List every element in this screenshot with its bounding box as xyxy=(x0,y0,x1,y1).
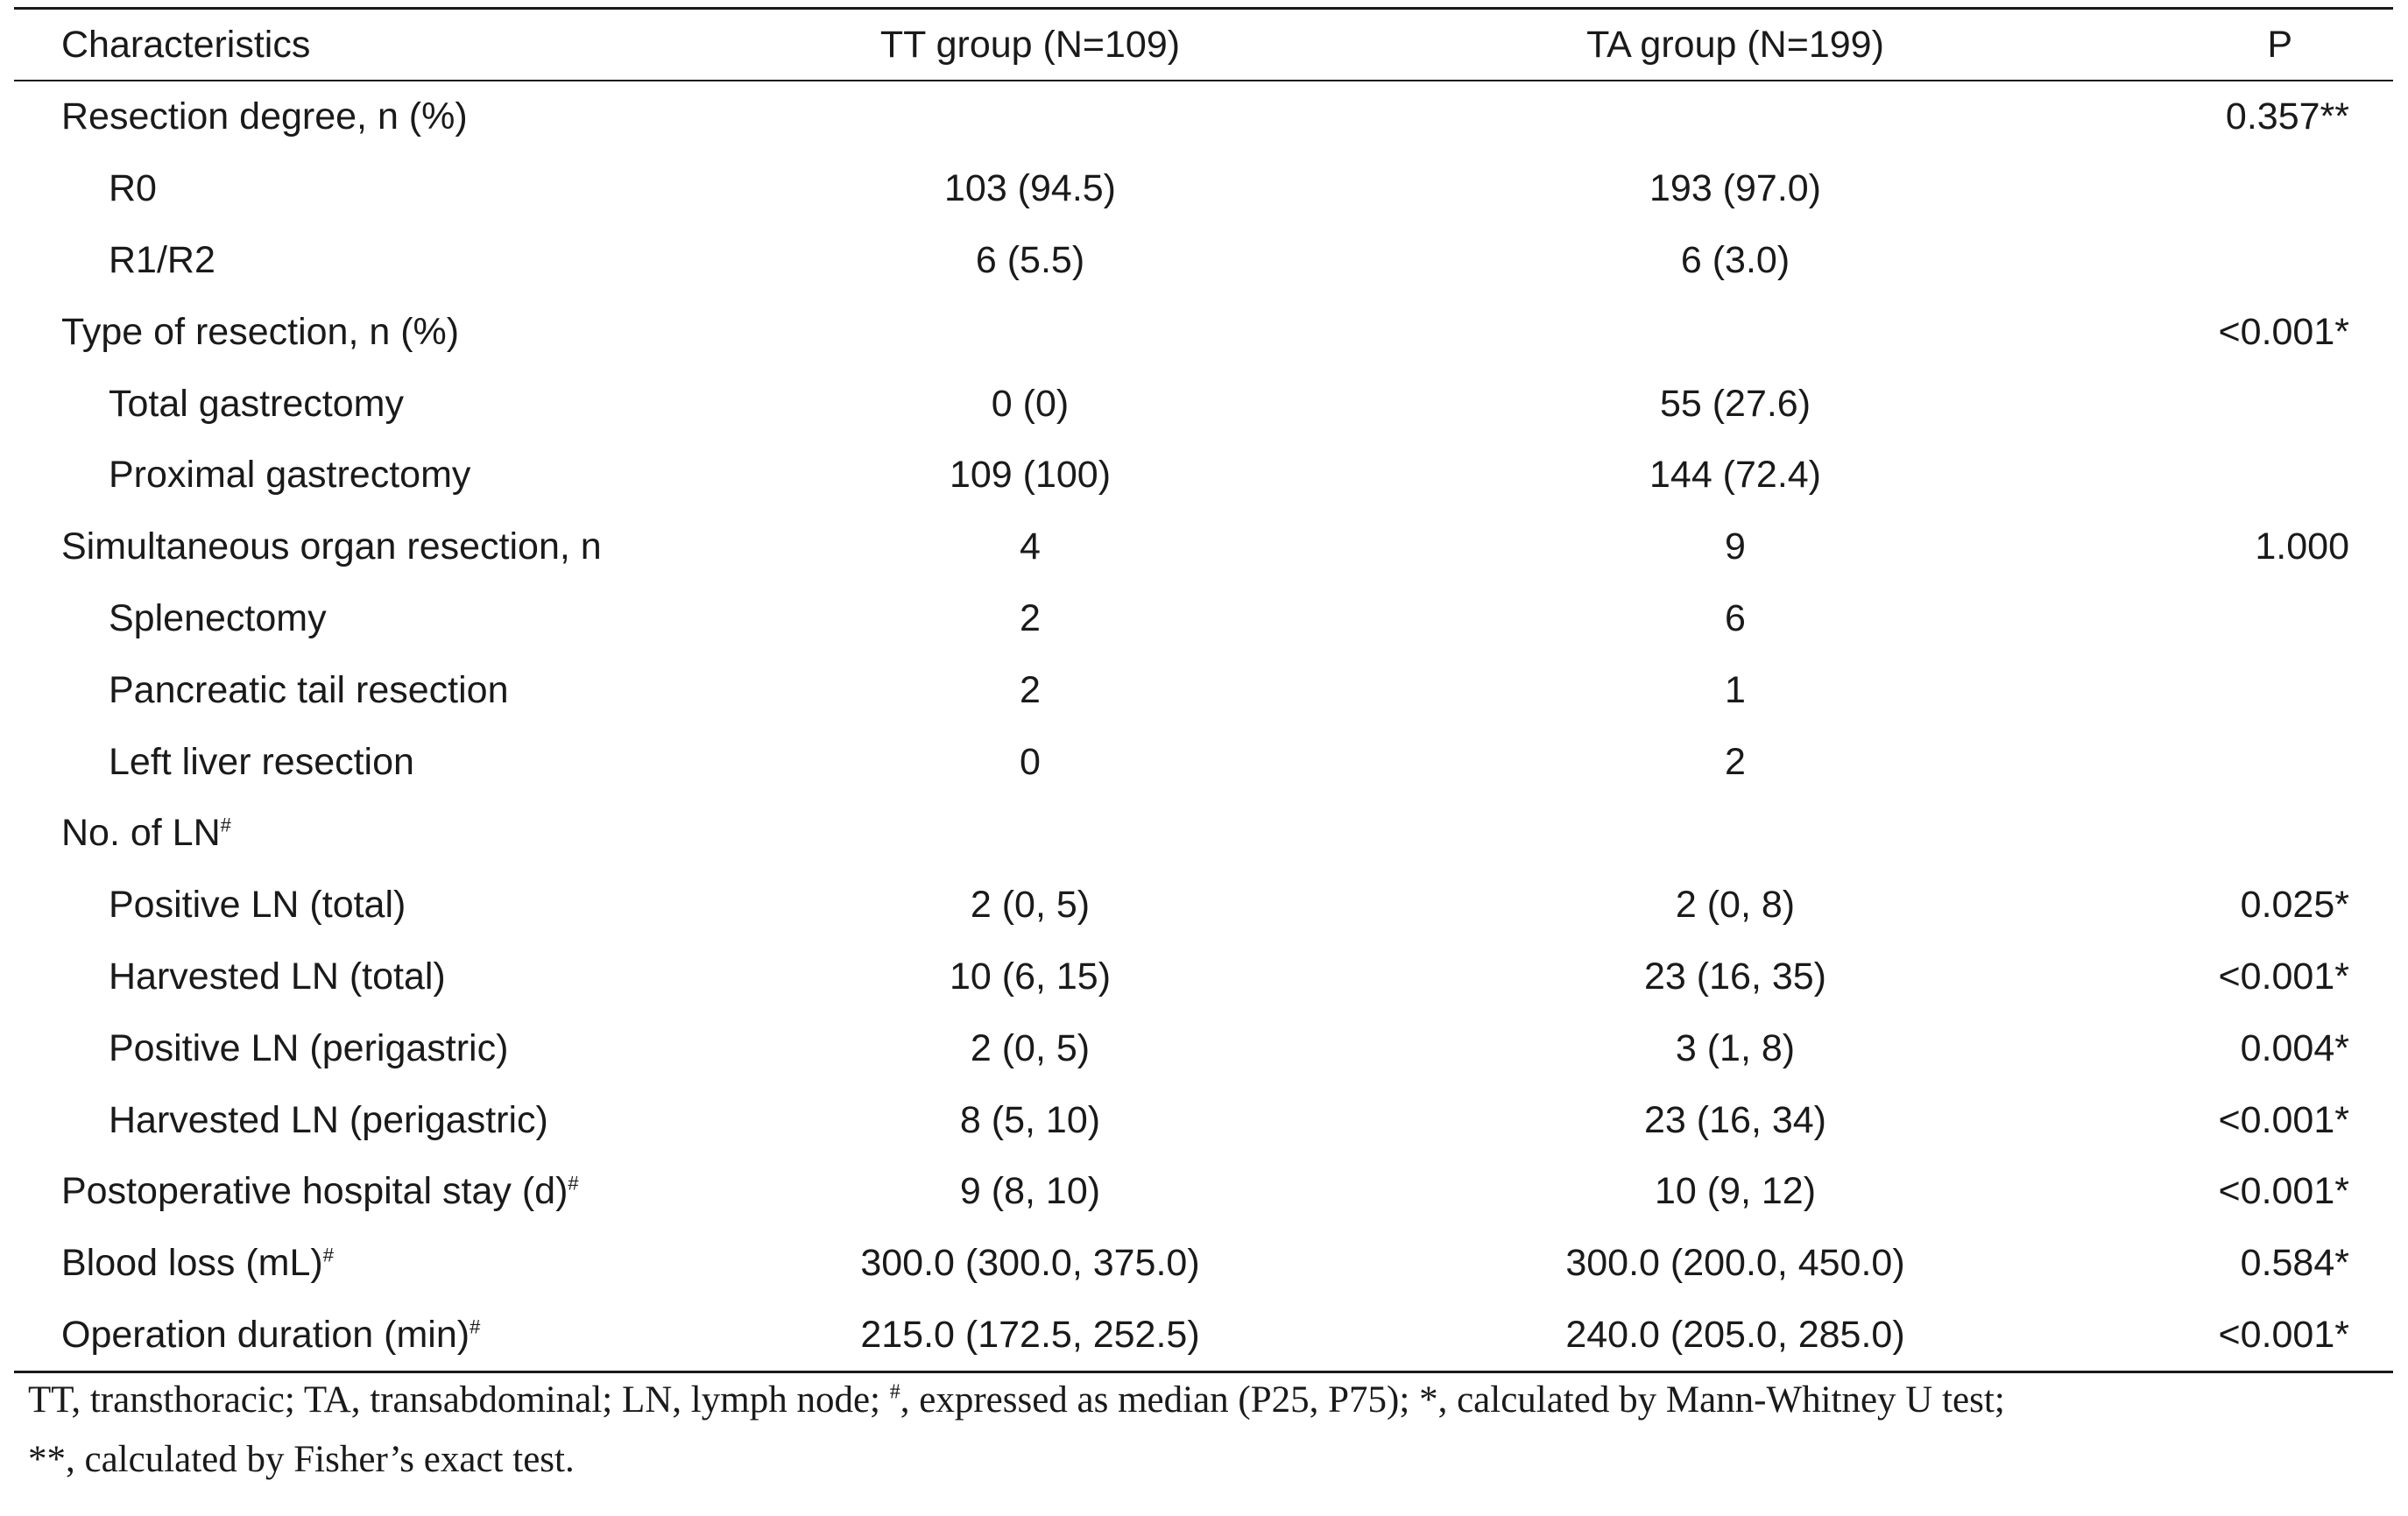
table-row xyxy=(14,368,2393,440)
cell-ta-group: 6 xyxy=(1725,596,1746,639)
table-row xyxy=(14,1084,2393,1156)
cell-p-value xyxy=(2090,583,2393,655)
row-label xyxy=(14,1300,680,1372)
row-label xyxy=(14,440,680,511)
row-label-superscript: # xyxy=(568,1173,579,1195)
cell-ta-group xyxy=(1381,296,2090,368)
cell-p-value: 0.025* xyxy=(2240,884,2349,927)
row-label xyxy=(14,1228,680,1300)
row-label-text: R1/R2 xyxy=(109,238,215,281)
footnote-stats-note: , expressed as median (P25, P75); *, calculated by Mann-Whitney U test; xyxy=(900,1379,2005,1421)
cell-ta-group: 300.0 (200.0, 450.0) xyxy=(1565,1242,1905,1285)
footnote-hash-symbol: # xyxy=(889,1380,900,1404)
cell-tt-group: 2 (0, 5) xyxy=(970,1026,1091,1069)
cell-p-value: <0.001* xyxy=(2218,1170,2349,1213)
row-label-superscript: # xyxy=(220,814,231,837)
cell-tt-group: 2 (0, 5) xyxy=(970,884,1091,927)
row-label-text: R0 xyxy=(109,167,157,210)
table-row xyxy=(14,726,2393,798)
cell-ta-group: 240.0 (205.0, 285.0) xyxy=(1381,1300,2090,1372)
row-label-text: Proximal gastrectomy xyxy=(109,454,471,497)
cell-p-value: <0.001* xyxy=(2218,955,2349,998)
row-label xyxy=(14,870,680,941)
row-label xyxy=(14,368,680,440)
cell-p-value: 0.004* xyxy=(2240,1026,2349,1069)
row-label-superscript: # xyxy=(322,1244,334,1266)
row-label xyxy=(14,726,680,798)
cell-p-value: 1.000 xyxy=(2255,525,2349,568)
cell-ta-group: 23 (16, 34) xyxy=(1644,1098,1826,1141)
table-row xyxy=(14,440,2393,511)
row-label xyxy=(14,1084,680,1156)
cell-tt-group: 215.0 (172.5, 252.5) xyxy=(680,1300,1381,1372)
cell-tt-group: 6 (5.5) xyxy=(975,238,1085,281)
row-label xyxy=(14,654,680,726)
row-label xyxy=(14,153,680,225)
row-label xyxy=(14,81,680,153)
cell-tt-group xyxy=(680,81,1381,153)
row-label xyxy=(14,296,680,368)
table-row xyxy=(14,296,2393,368)
table-row xyxy=(14,654,2393,726)
table-row xyxy=(14,1300,2393,1372)
footnote-abbreviations: TT, transthoracic; TA, transabdominal; LN, lymph node; xyxy=(28,1379,890,1421)
cell-p-value xyxy=(2090,440,2393,511)
cell-ta-group: 1 xyxy=(1725,668,1746,711)
table-row xyxy=(14,511,2393,583)
cell-ta-group: 193 (97.0) xyxy=(1649,167,1822,210)
row-label xyxy=(14,583,680,655)
row-label-text: Total gastrectomy xyxy=(109,382,404,425)
cell-tt-group: 103 (94.5) xyxy=(943,167,1117,210)
table-row xyxy=(14,153,2393,225)
cell-tt-group: 4 xyxy=(1020,525,1041,568)
cell-ta-group: 3 (1, 8) xyxy=(1675,1026,1796,1069)
cell-p-value xyxy=(2090,225,2393,297)
table-header-row xyxy=(14,9,2393,81)
cell-p-value: <0.001* xyxy=(2090,1300,2393,1372)
cell-ta-group: 55 (27.6) xyxy=(1659,382,1811,425)
header-ta-group: TA group (N=199) xyxy=(1381,9,2090,81)
cell-ta-group: 2 (0, 8) xyxy=(1675,884,1796,927)
cell-p-value xyxy=(2090,153,2393,225)
table-footnote xyxy=(28,1371,2384,1490)
cell-ta-group: 144 (72.4) xyxy=(1649,454,1822,497)
row-label-text: Blood loss (mL) xyxy=(61,1242,323,1285)
row-label xyxy=(14,941,680,1013)
cell-p-value xyxy=(2090,798,2393,870)
row-label-text: Harvested LN (total) xyxy=(109,955,446,998)
cell-ta-group xyxy=(1381,81,2090,153)
table-row xyxy=(14,583,2393,655)
cell-tt-group xyxy=(680,296,1381,368)
row-label xyxy=(14,511,680,583)
results-table xyxy=(14,7,2393,1373)
cell-tt-group: 0 xyxy=(1020,740,1041,783)
cell-ta-group: 6 (3.0) xyxy=(1680,238,1790,281)
cell-tt-group: 9 (8, 10) xyxy=(959,1170,1101,1213)
cell-ta-group: 2 xyxy=(1725,740,1746,783)
row-label-text: Resection degree, n (%) xyxy=(61,95,468,138)
table-row xyxy=(14,941,2393,1013)
cell-tt-group: 300.0 (300.0, 375.0) xyxy=(860,1242,1200,1285)
cell-tt-group: 0 (0) xyxy=(991,382,1070,425)
cell-p-value xyxy=(2090,368,2393,440)
row-label-text: Harvested LN (perigastric) xyxy=(109,1098,548,1141)
cell-p-value: 0.357** xyxy=(2225,95,2349,138)
cell-ta-group xyxy=(1381,798,2090,870)
table-row xyxy=(14,798,2393,870)
cell-p-value: <0.001* xyxy=(2218,310,2349,353)
row-label-text: Positive LN (perigastric) xyxy=(109,1026,509,1069)
header-characteristics: Characteristics xyxy=(14,9,680,81)
cell-ta-group: 23 (16, 35) xyxy=(1644,955,1826,998)
footnote-line-1 xyxy=(28,1371,2384,1430)
row-label-text: Left liver resection xyxy=(109,740,414,783)
cell-p-value xyxy=(2090,726,2393,798)
cell-tt-group xyxy=(680,798,1381,870)
table-row xyxy=(14,870,2393,941)
row-label-text: Type of resection, n (%) xyxy=(61,310,460,353)
row-label-text: Simultaneous organ resection, n xyxy=(61,525,602,568)
row-label xyxy=(14,225,680,297)
cell-ta-group: 9 xyxy=(1725,525,1746,568)
table-row xyxy=(14,225,2393,297)
row-label xyxy=(14,798,680,870)
row-label-text: Operation duration (min) xyxy=(61,1313,470,1356)
row-label xyxy=(14,1156,680,1228)
cell-tt-group: 109 (100) xyxy=(949,454,1112,497)
header-tt-group: TT group (N=109) xyxy=(680,9,1381,81)
cell-tt-group: 8 (5, 10) xyxy=(959,1098,1101,1141)
cell-ta-group: 10 (9, 12) xyxy=(1654,1170,1817,1213)
cell-p-value: 0.584* xyxy=(2240,1242,2349,1285)
row-label xyxy=(14,1012,680,1084)
row-label-text: Postoperative hospital stay (d) xyxy=(61,1170,568,1213)
table-row xyxy=(14,1012,2393,1084)
cell-tt-group: 2 xyxy=(1020,668,1041,711)
cell-p-value: <0.001* xyxy=(2218,1098,2349,1141)
row-label-text: Pancreatic tail resection xyxy=(109,668,509,711)
table-row xyxy=(14,1156,2393,1228)
row-label-superscript: # xyxy=(470,1315,481,1338)
table-body xyxy=(14,81,2393,1372)
row-label-text: No. of LN xyxy=(61,812,221,855)
cell-tt-group: 10 (6, 15) xyxy=(949,955,1112,998)
row-label-text: Positive LN (total) xyxy=(109,884,406,927)
cell-p-value xyxy=(2090,654,2393,726)
row-label-text: Splenectomy xyxy=(109,596,327,639)
header-p-value: P xyxy=(2090,9,2393,81)
table-row xyxy=(14,81,2393,153)
cell-tt-group: 2 xyxy=(1020,596,1041,639)
table-row xyxy=(14,1228,2393,1300)
footnote-line-2: **, calculated by Fisher’s exact test. xyxy=(28,1439,575,1480)
